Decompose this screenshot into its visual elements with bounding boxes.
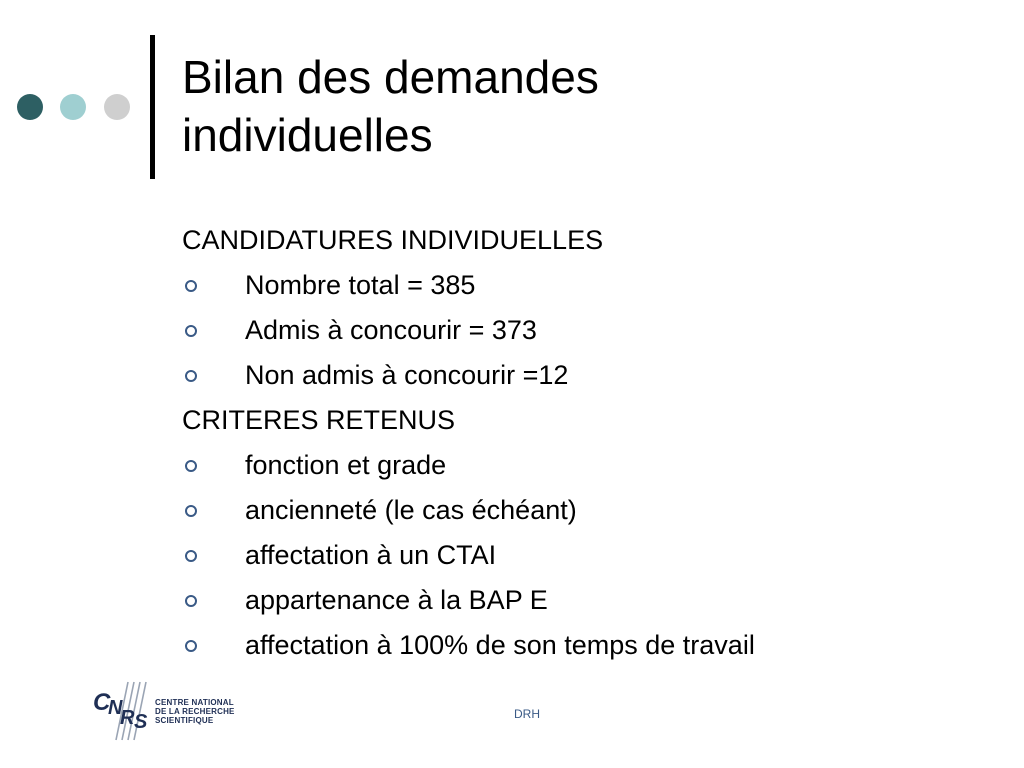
list-item-text: Nombre total = 385 [245,270,476,300]
slide-title [182,48,982,164]
svg-text:N: N [108,697,123,719]
section-heading-candidatures: CANDIDATURES INDIVIDUELLES [182,225,604,255]
svg-text:C: C [93,689,111,716]
list-item-text: Admis à concourir = 373 [245,315,537,345]
bullet-icon [185,280,197,292]
list-item-text: Non admis à concourir =12 [245,360,569,390]
slide-footer [0,678,1024,748]
section-heading-criteres: CRITERES RETENUS [182,405,456,435]
list-item [182,623,982,668]
list-item-text: affectation à 100% de son temps de travail [245,630,755,660]
decorative-dot-dark [17,94,43,120]
slide-title-line-1: Bilan des demandes [182,51,599,103]
slide-title-line-2: individuelles [182,109,433,161]
bullet-icon [185,595,197,607]
logo-line-1: CENTRE NATIONAL [155,698,234,707]
footer-label: DRH [514,707,540,721]
list-item [182,578,982,623]
decorative-dot-light [60,94,86,120]
list-item-text: appartenance à la BAP E [245,585,548,615]
bullet-icon [185,505,197,517]
bullet-icon [185,640,197,652]
svg-text:R: R [120,707,135,729]
cnrs-logo [92,678,252,744]
bullet-icon [185,370,197,382]
bullet-icon [185,325,197,337]
decorative-dot-grey [104,94,130,120]
cnrs-logo-text [155,698,235,725]
title-divider [150,35,155,179]
logo-line-2: DE LA RECHERCHE [155,707,235,716]
list-item [182,308,982,353]
svg-text:S: S [134,711,148,733]
list-item [182,263,982,308]
list-item [182,353,982,398]
list-item-text: fonction et grade [245,450,447,480]
list-item [182,443,982,488]
slide-body [182,218,982,668]
bullet-icon [185,550,197,562]
cnrs-logo-mark-icon [92,678,156,744]
list-item-text: ancienneté (le cas échéant) [245,495,577,525]
list-item [182,533,982,578]
list-item [182,488,982,533]
list-item-text: affectation à un CTAI [245,540,497,570]
bullet-icon [185,460,197,472]
logo-line-3: SCIENTIFIQUE [155,716,214,725]
